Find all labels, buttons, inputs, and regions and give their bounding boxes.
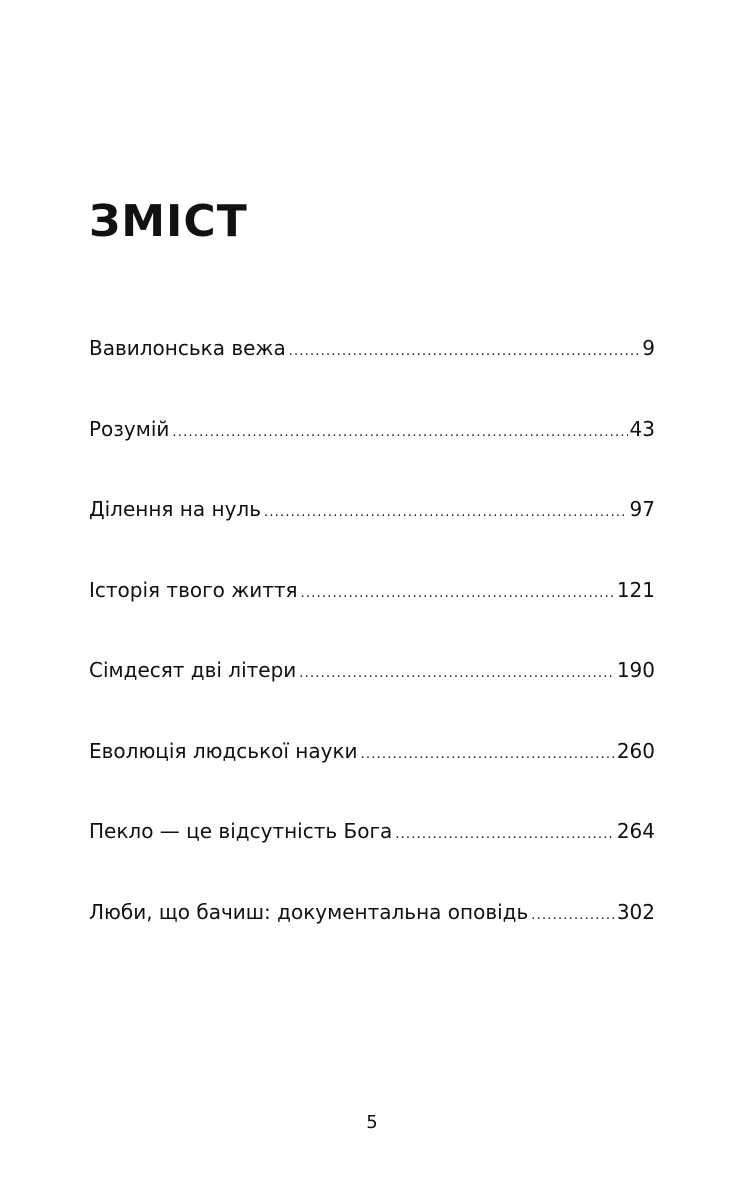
toc-entry-page: 264 [616,819,655,843]
dot-leader [299,656,615,692]
dot-leader [264,495,628,531]
dot-leader [531,898,615,934]
toc-entry-page: 43 [629,416,655,441]
toc-entry-title: Сімдесят дві літери [89,658,297,682]
dot-leader [289,334,641,370]
toc-entry-title: Ділення на нуль [89,497,261,521]
dot-leader [301,576,615,612]
toc-entry[interactable] [89,652,655,733]
toc-entry-title: Вавилонська вежа [89,336,286,360]
toc-entry[interactable] [89,733,655,814]
toc-entry[interactable] [89,894,655,975]
toc-entry-page: 97 [629,497,655,521]
toc-entry[interactable] [89,330,655,411]
page-title: ЗМІСТ [89,196,248,247]
toc-entry-title: Розумій [89,416,170,441]
toc-entry-page: 302 [616,899,655,924]
toc-entry-title: Пекло — це відсутність Бога [89,819,393,843]
page-number: 5 [366,1112,378,1133]
toc-entry-title: Еволюція людської науки [89,738,358,763]
toc-entry-page: 9 [642,336,655,360]
toc-entry-page: 260 [616,738,655,763]
toc-entry[interactable] [89,813,655,894]
toc-entry-page: 121 [616,577,655,602]
table-of-contents [89,330,655,974]
toc-entry-title: Історія твого життя [89,577,298,602]
toc-entry-page: 190 [616,658,655,682]
toc-entry-title: Люби, що бачиш: документальна оповідь [89,899,529,924]
dot-leader [361,737,615,773]
dot-leader [395,817,615,853]
toc-entry[interactable] [89,572,655,653]
toc-entry[interactable] [89,411,655,492]
dot-leader [172,415,627,451]
toc-entry[interactable] [89,491,655,572]
